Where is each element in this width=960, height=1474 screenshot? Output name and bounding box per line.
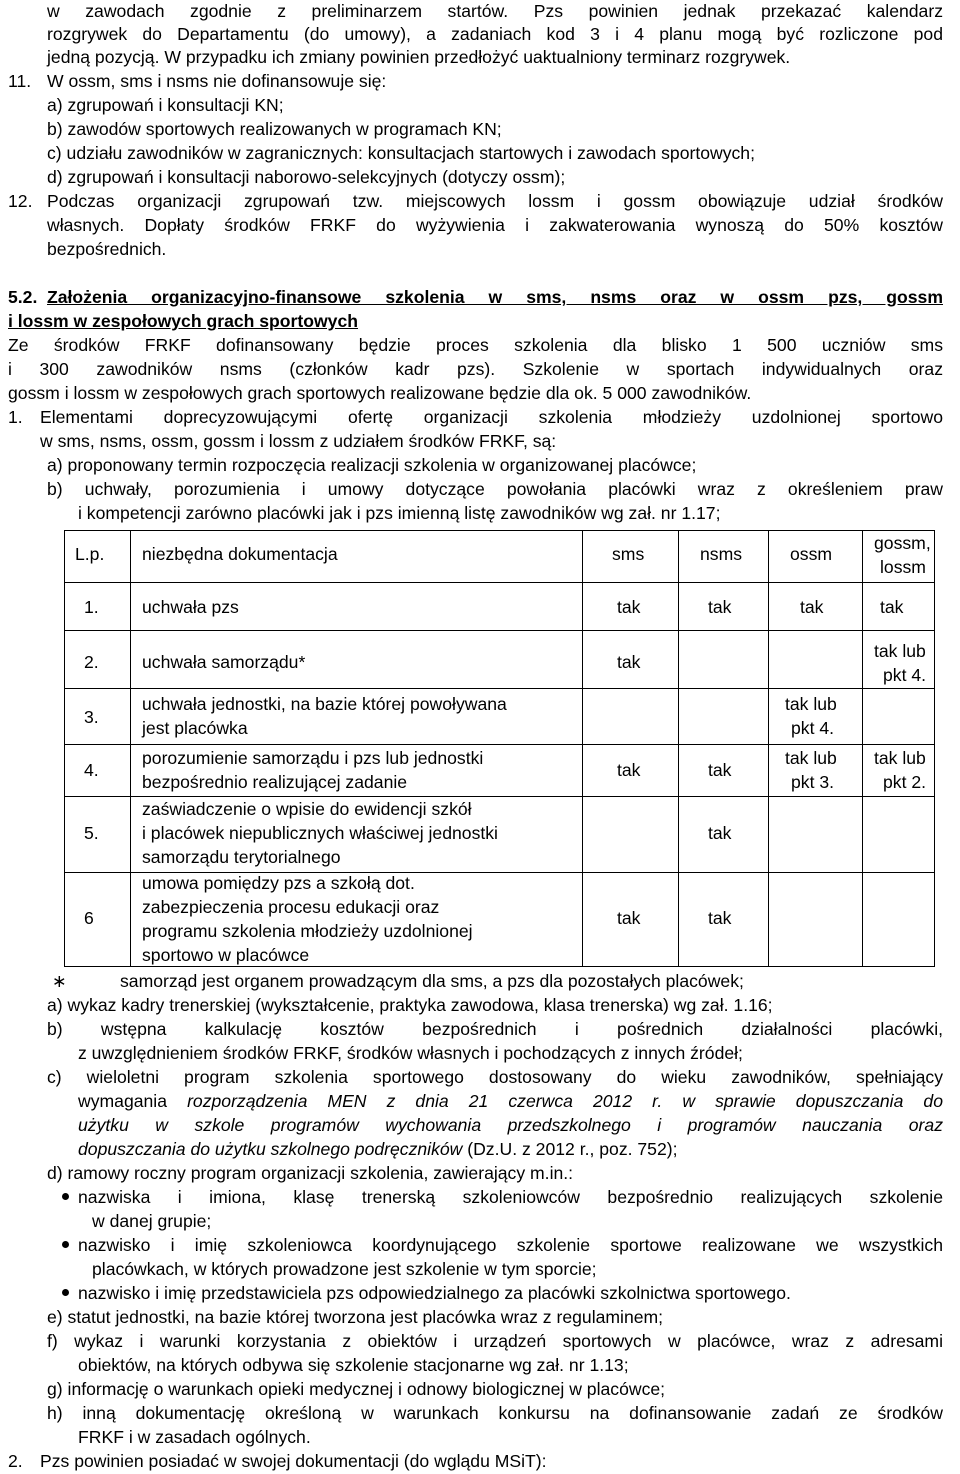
list-item-f-line-2: obiektów, na których odbywa się szkolenie stacjonarne wg zał. nr 1.13; — [78, 1355, 629, 1375]
list-item-c-italic: rozporządzenia MEN z dnia 21 czerwca 2012 r. w sprawie dopuszczania do — [187, 1091, 943, 1111]
point-12-number: 12. — [8, 191, 33, 211]
table-cell-gossm-1: tak lub — [874, 748, 926, 768]
item-2-number: 2. — [8, 1451, 23, 1471]
table-row-divider — [64, 688, 934, 689]
list-item-a: a) wykaz kadry trenerskiej (wykształcenie, praktyka zawodowa, klasa trenerska) wg zał. 1.16; — [47, 995, 773, 1015]
item-2-text: Pzs powinien posiadać w swojej dokumentacji (do wglądu MSiT): — [40, 1451, 547, 1471]
table-cell-nsms: tak — [708, 597, 732, 617]
table-cell-gossm-2: pkt 4. — [883, 665, 927, 685]
table-cell-doc-2: bezpośrednio realizującej zadanie — [142, 772, 408, 792]
item-1-b-line-1: b) uchwały, porozumienia i umowy dotyczące powołania placówki wraz z określeniem praw — [47, 479, 943, 499]
list-item-c-line-3: użytku w szkole programów wychowania przedszkolnego i programów nauczania oraz — [78, 1115, 943, 1135]
table-border-left — [64, 530, 65, 967]
table-header-gossm-2: lossm — [880, 557, 926, 577]
point-12-line-3: bezpośrednich. — [47, 239, 167, 259]
table-header-lp: L.p. — [75, 544, 105, 564]
table-header-sms: sms — [612, 544, 645, 564]
table-cell-gossm: tak — [880, 597, 904, 617]
table-header-ossm: ossm — [790, 544, 833, 564]
table-header-gossm-1: gossm, — [874, 533, 931, 553]
table-cell-doc-1: porozumienie samorządu i pzs lub jednostki — [142, 748, 484, 768]
footnote-mark: ∗ — [52, 971, 67, 991]
item-1-a: a) proponowany termin rozpoczęcia realizacji szkolenia w organizowanej placówce; — [47, 455, 697, 475]
list-item-f-line-1: f) wykaz i warunki korzystania z obiektów i urządzeń sportowych w placówce, wraz z adresami — [47, 1331, 943, 1351]
table-cell-sms: tak — [617, 652, 641, 672]
bullet-1-line-1: nazwiska i imiona, klasę trenerską szkoleniowców bezpośrednio realizujących szkolenie — [78, 1187, 943, 1207]
table-row-divider — [64, 744, 934, 745]
table-col-divider — [130, 530, 131, 967]
table-cell-doc-1: uchwała jednostki, na bazie której powoływana — [142, 694, 507, 714]
table-row-divider — [64, 630, 934, 631]
item-1-b-line-2: i kompetencji zarówno placówki jak i pzs imienną listę zawodników wg zał. nr 1.17; — [78, 503, 721, 523]
table-cell-doc-3: samorządu terytorialnego — [142, 847, 341, 867]
table-cell-gossm-1: tak lub — [874, 641, 926, 661]
table-cell-sms: tak — [617, 908, 641, 928]
point-11-item-a: a) zgrupowań i konsultacji KN; — [47, 95, 284, 115]
table-cell-ossm-2: pkt 3. — [791, 772, 835, 792]
table-cell-doc-4: sportowo w placówce — [142, 945, 310, 965]
table-col-divider — [582, 530, 583, 967]
table-cell-lp: 4. — [84, 760, 99, 780]
table-cell-doc-2: zabezpieczenia procesu edukacji oraz — [142, 897, 440, 917]
list-item-c-italic: dopuszczania do użytku szkolnego podręczników — [78, 1139, 463, 1159]
table-cell-ossm-2: pkt 4. — [791, 718, 835, 738]
table-cell-sms: tak — [617, 760, 641, 780]
bullet-2-line-2: placówkach, w których prowadzone jest szkolenie w tym sporcie; — [92, 1259, 597, 1279]
footnote-text: samorząd jest organem prowadzącym dla sms, a pzs dla pozostałych placówek; — [120, 971, 744, 991]
table-cell-lp: 3. — [84, 707, 99, 727]
table-cell-lp: 2. — [84, 652, 99, 672]
bullet-dot — [62, 1241, 69, 1248]
table-cell-ossm-1: tak lub — [785, 694, 837, 714]
table-border-top — [64, 530, 934, 531]
table-border-right — [934, 530, 935, 967]
list-item-d: d) ramowy roczny program organizacji szkolenia, zawierający m.in.: — [47, 1163, 574, 1183]
table-cell-gossm-2: pkt 2. — [883, 772, 927, 792]
list-item-c-text: (Dz.U. z 2012 r., poz. 752); — [462, 1139, 678, 1159]
point-11-item-b: b) zawodów sportowych realizowanych w programach KN; — [47, 119, 502, 139]
point-11-item-c: c) udziału zawodników w zagranicznych: konsultacjach startowych i zawodach sportowych; — [47, 143, 755, 163]
list-item-c-line-1: c) wieloletni program szkolenia sportowego dostosowany do wieku zawodników, spełniający — [47, 1067, 943, 1087]
table-col-divider — [862, 530, 863, 967]
point-11-text: W ossm, sms i nsms nie dofinansowuje się: — [47, 71, 387, 91]
list-item-b-line-1: b) wstępna kalkulację kosztów bezpośrednich i pośrednich działalności placówki, — [47, 1019, 943, 1039]
table-cell-doc-2: i placówek niepublicznych właściwej jednostki — [142, 823, 498, 843]
list-item-h-line-1: h) inną dokumentację określoną w warunkach konkursu na dofinansowanie zadań ze środków — [47, 1403, 943, 1423]
table-cell-ossm-1: tak lub — [785, 748, 837, 768]
list-item-c-text: wymagania — [78, 1091, 188, 1111]
table-cell-lp: 6 — [84, 908, 94, 928]
table-cell-nsms: tak — [708, 908, 732, 928]
bullet-1-line-2: w danej grupie; — [92, 1211, 212, 1231]
item-1-number: 1. — [8, 407, 23, 427]
point-11-number: 11. — [8, 71, 32, 91]
bullet-3: nazwisko i imię przedstawiciela pzs odpowiedzialnego za placówki szkolnictwa sportowego. — [78, 1283, 791, 1303]
list-item-e: e) statut jednostki, na bazie której tworzona jest placówka wraz z regulaminem; — [47, 1307, 664, 1327]
bullet-dot — [62, 1193, 69, 1200]
table-header-doc: niezbędna dokumentacja — [142, 544, 338, 564]
item-1-line-2: w sms, nsms, ossm, gossm i lossm z udziałem środków FRKF, są: — [40, 431, 557, 451]
section-number: 5.2. — [8, 287, 38, 307]
list-item-b-line-2: z uwzględnieniem środków FRKF, środków własnych i pochodzących z innych źródeł; — [78, 1043, 743, 1063]
table-row-divider — [64, 796, 934, 797]
item-1-line-1: Elementami doprecyzowującymi ofertę organizacji szkolenia młodzieży uzdolnionej sportowo — [40, 407, 943, 427]
section-title-line-2: i lossm w zespołowych grach sportowych — [8, 311, 359, 331]
point-11-item-d: d) zgrupowań i konsultacji naborowo-selekcyjnych (dotyczy ossm); — [47, 167, 566, 187]
list-item-c-line-4 — [78, 1138, 678, 1162]
table-cell-doc: uchwała pzs — [142, 597, 239, 617]
table-cell-doc-3: programu szkolenia młodzieży uzdolnionej — [142, 921, 473, 941]
table-row-divider — [64, 582, 934, 583]
table-col-divider — [768, 530, 769, 967]
bullet-dot — [62, 1289, 69, 1296]
table-cell-doc-1: umowa pomiędzy pzs a szkołą dot. — [142, 873, 415, 893]
table-col-divider — [678, 530, 679, 967]
table-cell-doc: uchwała samorządu* — [142, 652, 306, 672]
intro-line-2: rozgrywek do Departamentu (do umowy), a zadaniach kod 3 i 4 planu mogą być rozliczone pod — [47, 24, 943, 44]
section-title-line-1: Założenia organizacyjno-finansowe szkolenia w sms, nsms oraz w ossm pzs, gossm — [47, 287, 943, 307]
table-header-nsms: nsms — [700, 544, 743, 564]
table-cell-doc-1: zaświadczenie o wpisie do ewidencji szkół — [142, 799, 472, 819]
table-cell-ossm: tak — [800, 597, 824, 617]
list-item-h-line-2: FRKF i w zasadach ogólnych. — [78, 1427, 311, 1447]
table-cell-lp: 1. — [84, 597, 99, 617]
section-paragraph-line-1: Ze środków FRKF dofinansowany będzie proces szkolenia dla blisko 1 500 uczniów sms — [8, 335, 943, 355]
list-item-g: g) informację o warunkach opieki medycznej i odnowy biologicznej w placówce; — [47, 1379, 666, 1399]
intro-line-3: jedną pozycją. W przypadku ich zmiany powinien przedłożyć uaktualniony terminarz rozgrywek. — [47, 47, 791, 67]
section-paragraph-line-3: gossm i lossm w zespołowych grach sportowych realizowane będzie dla ok. 5 000 zawodników. — [8, 383, 752, 403]
intro-line-1: w zawodach zgodnie z preliminarzem startów. Pzs powinien jednak przekazać kalendarz — [47, 1, 943, 21]
table-cell-lp: 5. — [84, 823, 99, 843]
bullet-2-line-1: nazwisko i imię szkoleniowca koordynującego szkolenie sportowe realizowane we wszystkich — [78, 1235, 943, 1255]
point-12-line-2: własnych. Dopłaty środków FRKF do wyżywienia i zakwaterowania wynoszą do 50% kosztów — [47, 215, 943, 235]
table-cell-sms: tak — [617, 597, 641, 617]
point-12-line-1: Podczas organizacji zgrupowań tzw. miejscowych lossm i gossm obowiązuje udział środków — [47, 191, 943, 211]
table-cell-nsms: tak — [708, 760, 732, 780]
list-item-c-line-2 — [78, 1090, 943, 1114]
table-cell-doc-2: jest placówka — [142, 718, 248, 738]
table-cell-nsms: tak — [708, 823, 732, 843]
section-paragraph-line-2: i 300 zawodników nsms (członków kadr pzs). Szkolenie w sportach indywidualnych oraz — [8, 359, 943, 379]
